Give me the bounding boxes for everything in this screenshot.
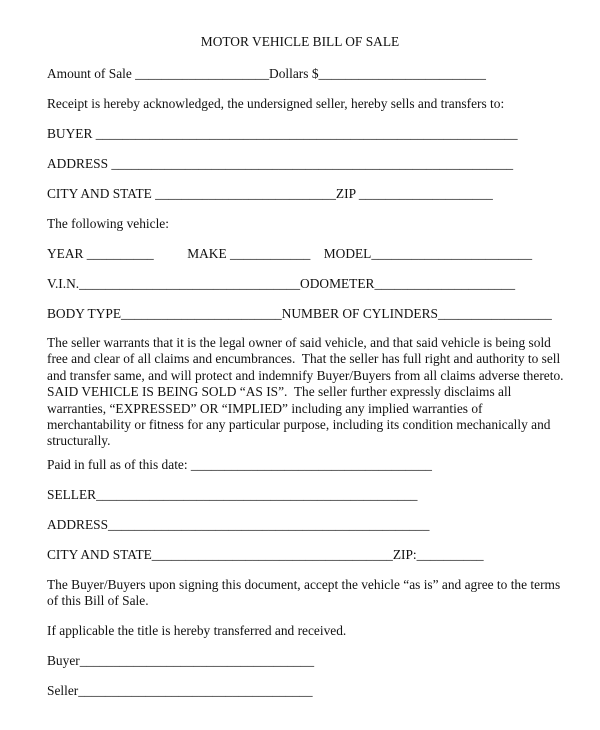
warranty-line: structurally.	[47, 433, 111, 449]
body-type-cylinders-line: BODY TYPE________________________NUMBER OF CYLINDERS_________________	[47, 306, 552, 321]
acceptance-paragraph	[47, 577, 559, 610]
warranty-line: free and clear of all claims and encumbrances. That the seller has full right and authority to sell	[47, 351, 561, 367]
seller-line: SELLER________________________________________________	[47, 487, 418, 502]
seller-address-line: ADDRESS________________________________________________	[47, 517, 430, 532]
receipt-statement: Receipt is hereby acknowledged, the undersigned seller, hereby sells and transfers to:	[47, 96, 505, 111]
acceptance-line: of this Bill of Sale.	[47, 593, 149, 609]
year-make-model-line: YEAR __________ MAKE ____________ MODEL________________________	[47, 246, 533, 261]
buyer-line: BUYER _______________________________________________________________	[47, 126, 518, 141]
warranty-paragraph	[47, 335, 564, 450]
seller-city-state-zip-line: CITY AND STATE____________________________________ZIP:__________	[47, 547, 484, 562]
city-state-zip-line: CITY AND STATE ___________________________ZIP ____________________	[47, 186, 493, 201]
buyer-signature-line: Buyer___________________________________	[47, 653, 315, 668]
amount-of-sale-line: Amount of Sale ____________________Dollars $_________________________	[47, 66, 486, 81]
warranty-line: The seller warrants that it is the legal owner of said vehicle, and that said vehicle is being sold	[47, 335, 551, 350]
address-line: ADDRESS ____________________________________________________________	[47, 156, 514, 171]
warranty-line: merchantability or fitness for any particular purpose, including its condition mechanically and	[47, 417, 551, 433]
seller-signature-line: Seller___________________________________	[47, 683, 313, 698]
document-title: MOTOR VEHICLE BILL OF SALE	[200, 34, 400, 49]
warranty-line: and transfer same, and will protect and indemnify Buyer/Buyers from all claims adverse thereto.	[47, 367, 564, 383]
vin-odometer-line: V.I.N._________________________________ODOMETER_____________________	[47, 276, 516, 291]
warranty-line: SAID VEHICLE IS BEING SOLD “AS IS”. The seller further expressly disclaims all	[47, 384, 512, 400]
acceptance-line: The Buyer/Buyers upon signing this document, accept the vehicle “as is” and agree to the terms	[47, 577, 561, 592]
title-transfer-statement: If applicable the title is hereby transferred and received.	[47, 623, 347, 638]
following-vehicle-label: The following vehicle:	[47, 216, 169, 231]
paid-in-full-line: Paid in full as of this date: ____________________________________	[47, 457, 432, 472]
warranty-line: warranties, “EXPRESSED” OR “IMPLIED” including any implied warranties of	[47, 400, 483, 416]
